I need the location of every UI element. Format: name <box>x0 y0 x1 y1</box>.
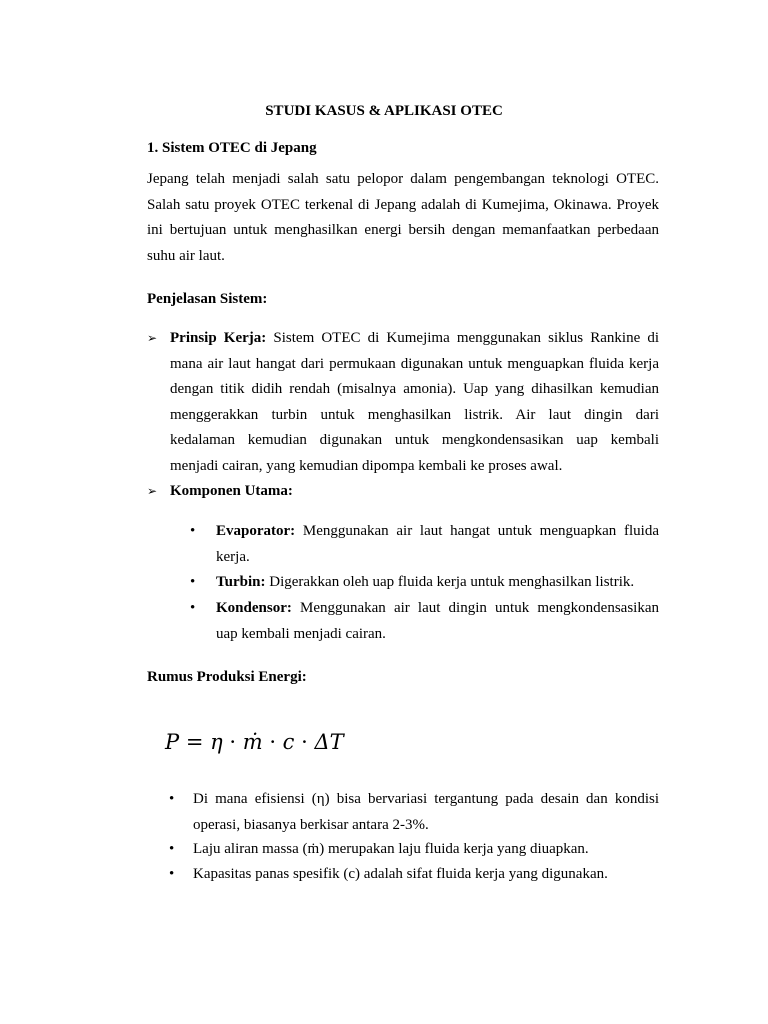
component-item-kondensor <box>147 596 659 648</box>
section-heading-rumus: Rumus Produksi Energi: <box>147 669 307 685</box>
bullet-icon: • <box>190 600 196 616</box>
formula-equals: = <box>179 730 211 754</box>
intro-paragraph <box>147 167 659 269</box>
formula-dot: · <box>294 730 315 754</box>
component-item-body <box>216 570 659 596</box>
intro-line: Salah satu proyek OTEC terkenal di Jepang adalah di Kumejima, Okinawa. Proyek <box>147 196 659 213</box>
arrow-item-prinsip-kerja <box>147 326 659 482</box>
arrow-item-komponen-utama <box>147 479 659 505</box>
component-item-text: Digerakkan oleh uap fluida kerja untuk menghasilkan listrik. <box>265 574 635 590</box>
component-item-body <box>216 596 659 647</box>
arrow-item-line <box>170 326 659 352</box>
bullet-icon: • <box>190 523 196 539</box>
component-item-turbin <box>147 570 659 596</box>
component-item-body <box>216 519 659 570</box>
formula-delta-temperature-symbol: ΔT <box>314 730 344 754</box>
arrow-item-label: Komponen Utama: <box>170 483 293 499</box>
component-item-line <box>216 570 659 596</box>
component-item-line <box>216 519 659 545</box>
component-item-line: uap kembali menjadi cairan. <box>216 625 386 642</box>
section-heading-otec-jepang: 1. Sistem OTEC di Jepang <box>147 140 317 156</box>
note-item-line: Kapasitas panas spesifik (c) adalah sifat fluida kerja yang digunakan. <box>193 866 608 882</box>
arrow-item-body <box>170 479 659 505</box>
note-item-laju-aliran <box>147 837 659 863</box>
note-item-body <box>193 862 659 888</box>
component-item-text: Menggunakan air laut dingin untuk mengkondensasikan <box>291 600 659 616</box>
page-title: STUDI KASUS & APLIKASI OTEC <box>265 103 503 119</box>
note-item-efisiensi <box>147 787 659 839</box>
component-item-line: kerja. <box>216 548 250 565</box>
component-item-label: Kondensor: <box>216 600 292 616</box>
bullet-icon: • <box>169 841 175 857</box>
arrow-item-line: mana air laut hangat dari permukaan digunakan untuk menguapkan fluida kerja <box>170 355 659 372</box>
formula-mass-flow-symbol: ṁ <box>242 730 263 754</box>
component-item-text: Menggunakan air laut hangat untuk menguapkan fluida <box>295 523 659 539</box>
arrow-item-body <box>170 326 659 479</box>
note-item-line: Laju aliran massa (ṁ) merupakan laju fluida kerja yang diuapkan. <box>193 841 589 857</box>
formula-dot: · <box>222 730 243 754</box>
arrow-item-text: Sistem OTEC di Kumejima menggunakan siklus Rankine di <box>266 330 660 346</box>
intro-line: ini bertujuan untuk menghasilkan energi bersih dengan memanfaatkan perbedaan <box>147 222 659 238</box>
note-item-body <box>193 787 659 838</box>
bullet-icon: • <box>169 866 175 882</box>
note-item-line: Di mana efisiensi (η) bisa bervariasi tergantung pada desain dan kondisi <box>193 791 659 807</box>
bullet-icon: • <box>169 791 175 807</box>
arrow-item-line: menggerakkan turbin untuk menghasilkan listrik. Air laut dingin dari <box>170 406 659 423</box>
bullet-icon: • <box>190 574 196 590</box>
note-item-body <box>193 837 659 863</box>
intro-line: Jepang telah menjadi salah satu pelopor dalam pengembangan teknologi OTEC. <box>147 171 659 187</box>
energy-formula <box>165 728 344 756</box>
arrow-item-line: dengan titik didih rendah (misalnya amonia). Uap yang dihasilkan kemudian <box>170 381 659 397</box>
arrow-item-label: Prinsip Kerja: <box>170 330 267 346</box>
formula-specific-heat-symbol: c <box>282 730 295 754</box>
formula-dot: · <box>262 730 283 754</box>
component-item-evaporator <box>147 519 659 571</box>
section-heading-penjelasan: Penjelasan Sistem: <box>147 291 268 307</box>
component-item-label: Evaporator: <box>216 523 296 539</box>
intro-line: suhu air laut. <box>147 247 225 264</box>
note-item-kapasitas-panas <box>147 862 659 888</box>
arrow-bullet-icon: ➢ <box>147 331 158 345</box>
arrow-bullet-icon: ➢ <box>147 484 158 498</box>
component-item-line <box>216 596 659 622</box>
component-item-label: Turbin: <box>216 574 266 590</box>
formula-efficiency-symbol: η <box>210 730 223 754</box>
arrow-item-line: kedalaman kemudian digunakan untuk mengkondensasikan uap kembali <box>170 432 659 448</box>
formula-power-symbol: P <box>165 730 180 754</box>
note-item-line: operasi, biasanya berkisar antara 2-3%. <box>193 816 429 833</box>
arrow-item-line: menjadi cairan, yang kemudian dipompa kembali ke proses awal. <box>170 457 563 474</box>
